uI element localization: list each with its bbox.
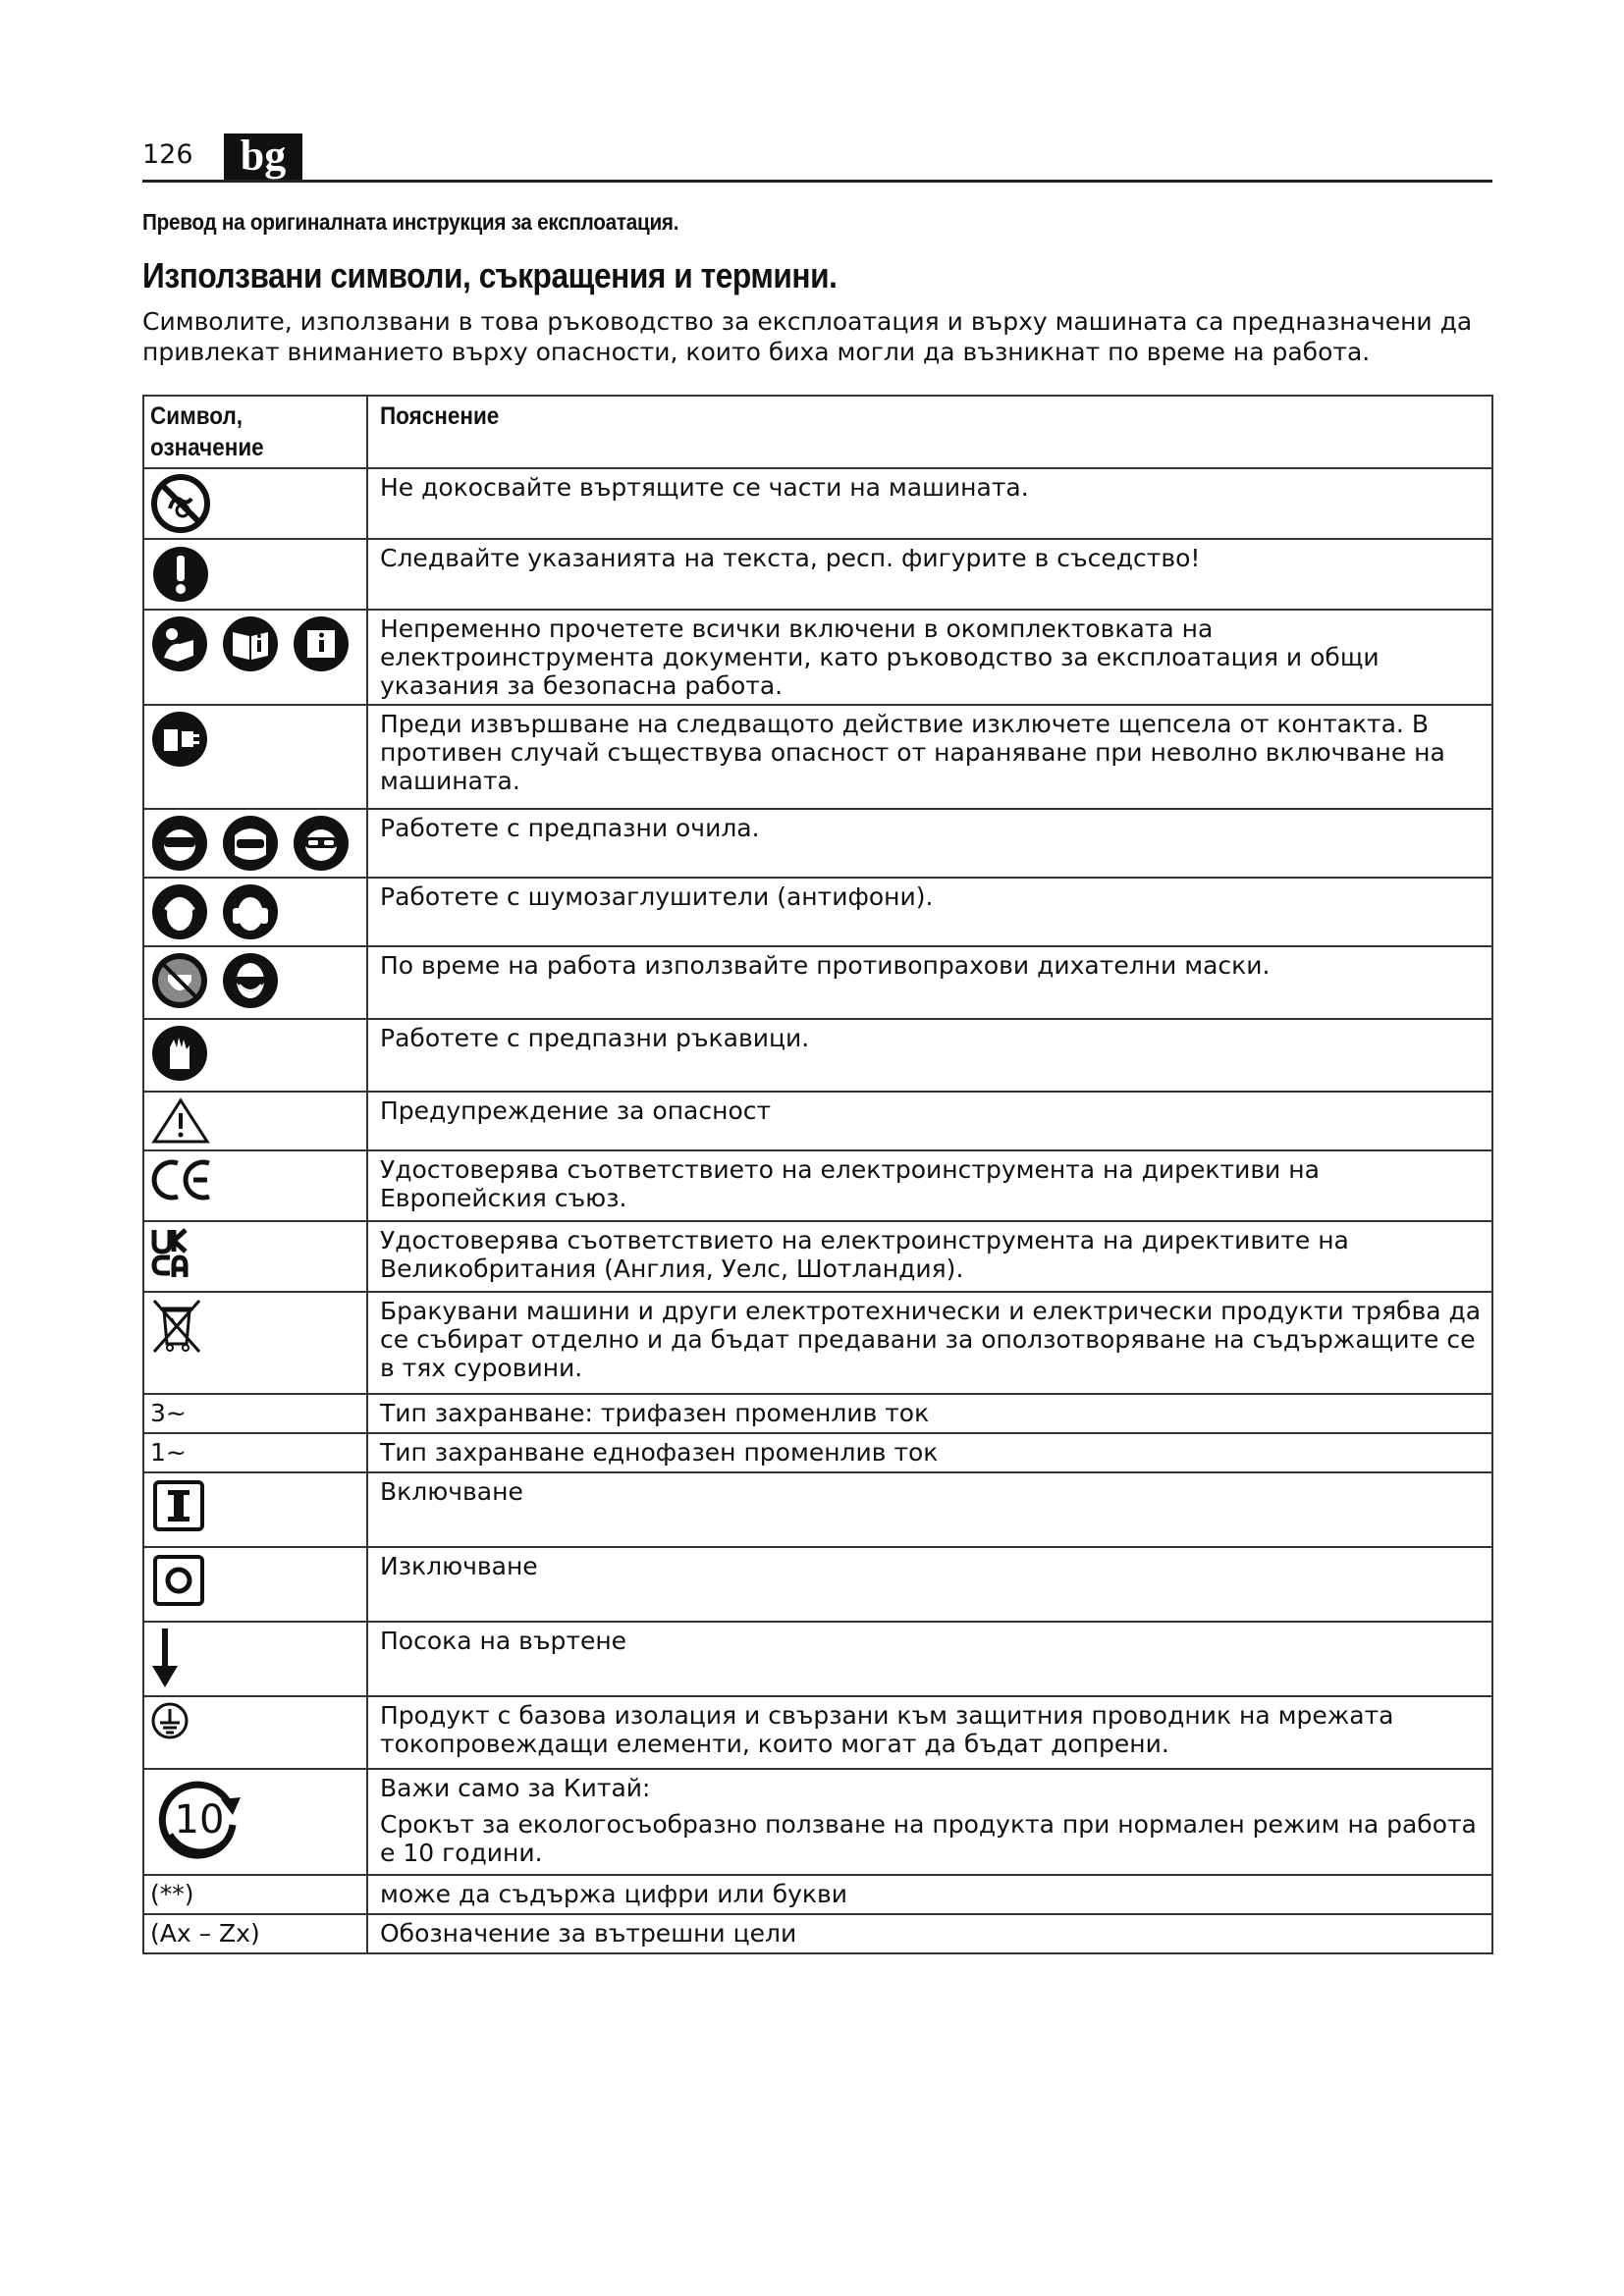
table-row xyxy=(143,946,1492,1019)
no-touch-rotating-parts-icon xyxy=(150,473,211,534)
explanation-text: Включване xyxy=(367,1472,1492,1547)
explanation-text: Удостоверява съответствието на електроинструмента на директиви на Европейския съюз. xyxy=(367,1150,1492,1221)
warning-triangle-icon xyxy=(150,1096,211,1146)
explanation-text: Преди извършване на следващото действие изключете щепсела от контакта. В противен случай съществува опасност от нараняване при неволно включване на машината. xyxy=(367,705,1492,809)
table-row xyxy=(143,1019,1492,1092)
explanation-text: Важи само за Китай: xyxy=(380,1774,651,1802)
table-row xyxy=(143,705,1492,809)
explanation-text: Работете с шумозаглушители (антифони). xyxy=(367,878,1492,946)
column-header-explanation: Пояснение xyxy=(380,402,500,430)
table-row xyxy=(143,1547,1492,1622)
mandatory-action-icon xyxy=(150,544,211,605)
document-subtitle: Превод на оригиналната инструкция за експлоатация. xyxy=(142,209,679,235)
explanation-text: може да съдържа цифри или букви xyxy=(367,1875,1492,1914)
table-row xyxy=(143,809,1492,878)
page-title: Използвани символи, съкращения и термини. xyxy=(142,255,838,295)
explanation-text: Тип захранване еднофазен променлив ток xyxy=(367,1433,1492,1472)
explanation-text: Удостоверява съответствието на електроинструмента на директивите на Великобритания (Англия, Уелс, Шотландия). xyxy=(367,1221,1492,1292)
explanation-text: По време на работа използвайте противопрахови дихателни маски. xyxy=(367,946,1492,1019)
table-header-row xyxy=(143,396,1492,468)
symbol-text: 1~ xyxy=(143,1433,367,1472)
ear-protection-icon xyxy=(150,882,209,941)
explanation-text: Бракувани машини и други електротехнически и електрически продукти трябва да се събират отделно и да бъдат предавани за оползотворяване на съдържащите се в тях суровини. xyxy=(367,1292,1492,1394)
ukca-mark-icon xyxy=(150,1226,189,1281)
goggles-icon xyxy=(292,814,351,873)
explanation-text: Продукт с базова изолация и свързани към защитния проводник на мрежата токопровеждащи елементи, които могат да бъдат допрени. xyxy=(367,1696,1492,1769)
table-row xyxy=(143,1472,1492,1547)
rotation-direction-arrow-icon xyxy=(150,1627,180,1689)
protective-earth-icon xyxy=(150,1701,189,1740)
gloves-icon xyxy=(150,1024,209,1083)
symbol-text: (**) xyxy=(143,1875,367,1914)
face-shield-icon xyxy=(221,814,280,873)
table-row xyxy=(143,1221,1492,1292)
weee-bin-icon xyxy=(150,1297,203,1356)
explanation-text: Посока на въртене xyxy=(367,1622,1492,1696)
explanation-text: Непременно прочетете всички включени в окомплектовката на електроинструмента документи, като ръководство за експлоатация и общи указания за безопасна работа. xyxy=(367,610,1492,705)
safety-glasses-icon xyxy=(150,814,209,873)
table-row xyxy=(143,1292,1492,1394)
table-row xyxy=(143,1696,1492,1769)
table-row xyxy=(143,610,1492,705)
explanation-text: Следвайте указанията на текста, респ. фигурите в съседство! xyxy=(367,539,1492,610)
explanation-text: Работете с предпазни очила. xyxy=(367,809,1492,878)
respirator-icon xyxy=(150,951,209,1010)
table-row xyxy=(143,539,1492,610)
explanation-text: Предупреждение за опасност xyxy=(367,1092,1492,1150)
efup-years-label: 10 xyxy=(174,1797,225,1842)
symbols-table xyxy=(142,395,1493,1954)
info-manual-icon xyxy=(292,614,351,673)
explanation-text: Тип захранване: трифазен променлив ток xyxy=(367,1394,1492,1433)
china-efup-10-icon xyxy=(150,1774,248,1864)
table-row xyxy=(143,1622,1492,1696)
power-on-icon xyxy=(150,1477,207,1534)
header-rule xyxy=(142,180,1492,183)
unplug-icon xyxy=(150,710,209,769)
read-manual-icon xyxy=(150,614,209,673)
explanation-text: Не докосвайте въртящите се части на машината. xyxy=(367,468,1492,539)
table-row xyxy=(143,1769,1492,1875)
power-off-icon xyxy=(150,1552,207,1609)
table-row xyxy=(143,1394,1492,1433)
symbol-text: (Ax – Zx) xyxy=(143,1914,367,1953)
symbol-text: 3~ xyxy=(143,1394,367,1433)
table-row xyxy=(143,1150,1492,1221)
ce-mark-icon xyxy=(150,1155,215,1204)
table-row xyxy=(143,1433,1492,1472)
explanation-text-secondary: Срокът за екологосъобразно ползване на продукта при нормален режим на работа е 10 години. xyxy=(380,1810,1477,1867)
dust-mask-icon xyxy=(221,951,280,1010)
column-header-symbol: Символ, означение xyxy=(150,402,264,461)
language-badge: bg xyxy=(224,133,302,181)
table-row xyxy=(143,878,1492,946)
open-book-icon xyxy=(221,614,280,673)
explanation-text: Работете с предпазни ръкавици. xyxy=(367,1019,1492,1092)
ear-muffs-icon xyxy=(221,882,280,941)
table-row xyxy=(143,468,1492,539)
intro-paragraph: Символите, използвани в това ръководство за експлоатация и върху машината са предназначени да привлекат вниманието върху опасности, които биха могли да възникнат по време на работа. xyxy=(142,307,1473,366)
table-row xyxy=(143,1914,1492,1953)
explanation-text: Обозначение за вътрешни цели xyxy=(367,1914,1492,1953)
explanation-text: Изключване xyxy=(367,1547,1492,1622)
table-row xyxy=(143,1092,1492,1150)
page-number: 126 xyxy=(142,139,193,170)
table-row xyxy=(143,1875,1492,1914)
